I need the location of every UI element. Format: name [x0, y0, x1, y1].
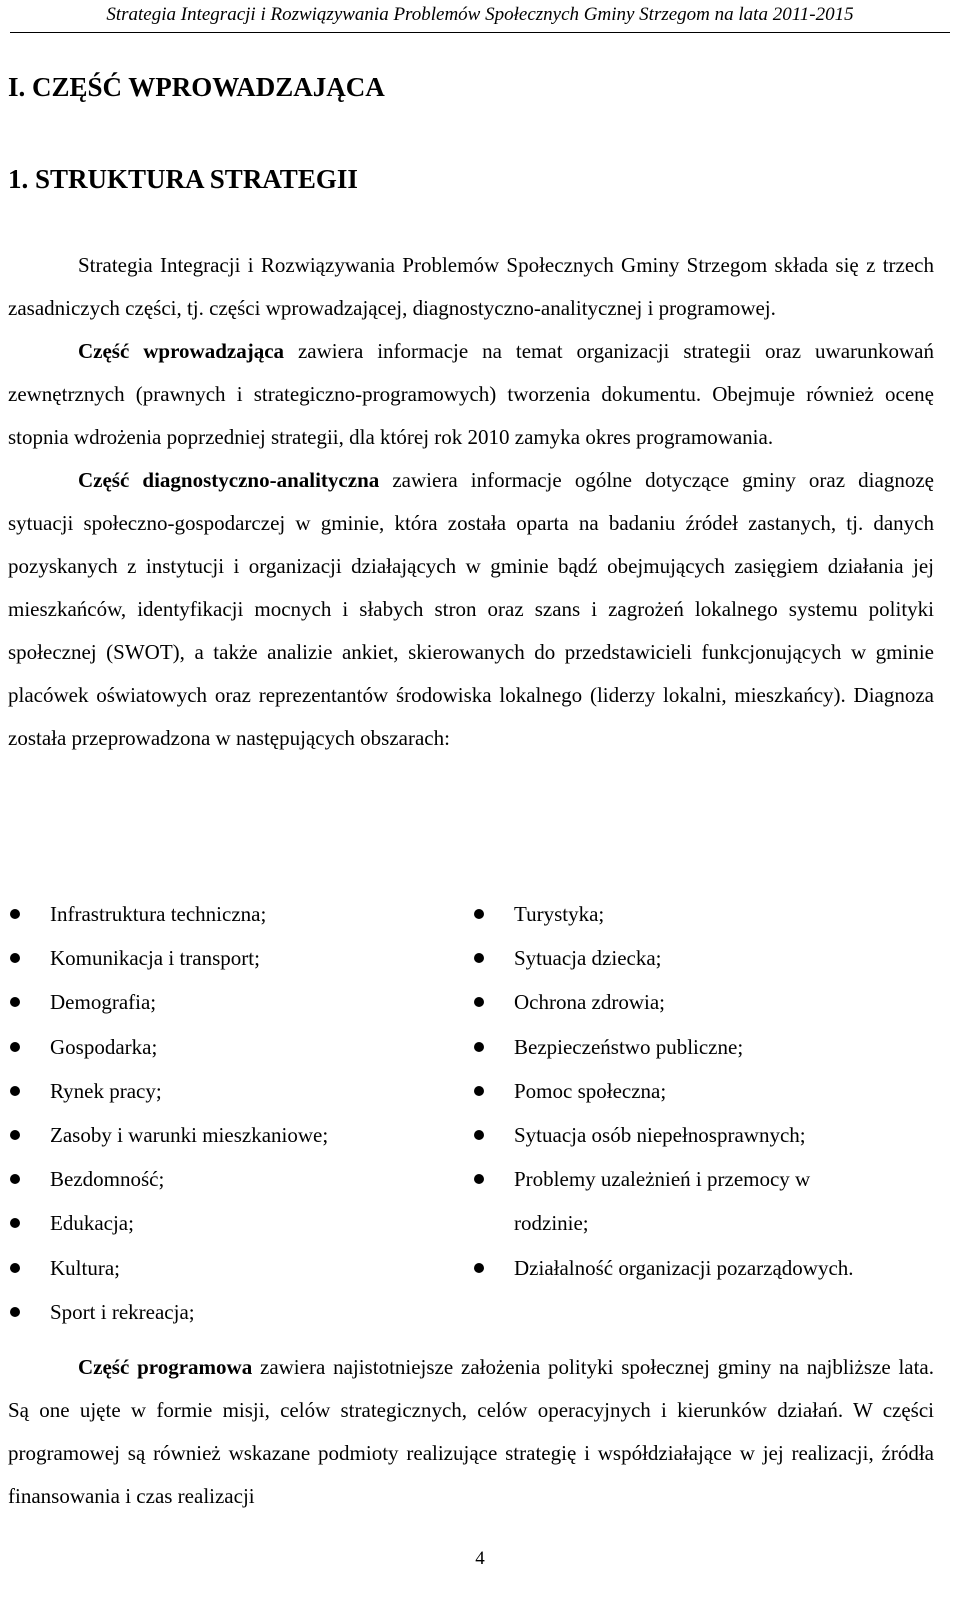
bullet-icon — [10, 997, 20, 1007]
paragraph-diagnostic-part-text: zawiera informacje ogólne dotyczące gminy oraz diagnozę sytuacji społeczno-gospodarczej w gminie, która została oparta na badaniu źródeł zastanych, tj. danych pozyskanych z instytucji i organizacji działających w gminie bądź obejmujących zasięgiem działania jej mieszkańców, identyfikacji mocnych i słabych stron oraz szans i zagrożeń lokalnego systemu polityki społecznej (SWOT), a także analizie ankiet, skierowanych do przedstawicieli funkcjonujących w gminie placówek oświatowych oraz reprezentantów środowiska lokalnego (liderzy lokalni, mieszkańcy). Diagnoza została przeprowadzona w następujących obszarach: — [8, 468, 934, 750]
list-item: Sytuacja osób niepełnosprawnych; — [472, 1113, 942, 1157]
list-item: Gospodarka; — [8, 1025, 428, 1069]
bullet-icon — [10, 1174, 20, 1184]
bullet-icon — [474, 1086, 484, 1096]
bullet-icon — [474, 909, 484, 919]
bullet-icon — [474, 1042, 484, 1052]
body-upper — [8, 244, 934, 760]
list-item: Zasoby i warunki mieszkaniowe; — [8, 1113, 428, 1157]
bullet-icon — [474, 953, 484, 963]
list-item: Turystyka; — [472, 892, 942, 936]
list-item: Działalność organizacji pozarządowych. — [472, 1246, 942, 1290]
part-heading: I. CZĘŚĆ WPROWADZAJĄCA — [8, 72, 385, 102]
list-item: Demografia; — [8, 980, 428, 1024]
bullet-icon — [10, 1086, 20, 1096]
paragraph-diagnostic-part — [8, 459, 934, 760]
paragraph-intro-part-bold: Część wprowadzająca — [78, 339, 285, 363]
list-item: Problemy uzależnień i przemocy w rodzinie; — [472, 1157, 854, 1245]
list-item: Kultura; — [8, 1246, 428, 1290]
list-item: Rynek pracy; — [8, 1069, 428, 1113]
bullet-icon — [10, 1218, 20, 1228]
paragraph-diagnostic-part-bold: Część diagnostyczno-analityczna — [78, 468, 380, 492]
bullet-icon — [474, 1263, 484, 1273]
list-item: Sport i rekreacja; — [8, 1290, 428, 1334]
list-item: Sytuacja dziecka; — [472, 936, 942, 980]
list-item: Komunikacja i transport; — [8, 936, 428, 980]
paragraph-intro-part — [8, 330, 934, 459]
section-heading: 1. STRUKTURA STRATEGII — [8, 164, 358, 194]
list-item: Edukacja; — [8, 1201, 428, 1245]
list-item: Pomoc społeczna; — [472, 1069, 942, 1113]
paragraph-program-part-bold: Część programowa — [78, 1355, 253, 1379]
paragraph-intro: Strategia Integracji i Rozwiązywania Problemów Społecznych Gminy Strzegom składa się z trzech zasadniczych części, tj. części wprowadzającej, diagnostyczno-analitycznej i programowej. — [8, 253, 934, 320]
areas-list-left — [8, 892, 428, 1334]
bullet-icon — [474, 1174, 484, 1184]
list-item: Ochrona zdrowia; — [472, 980, 942, 1024]
bullet-icon — [10, 1307, 20, 1317]
areas-list-right — [472, 892, 942, 1290]
header-divider — [10, 32, 950, 33]
page-number: 4 — [475, 1548, 485, 1569]
list-item: Infrastruktura techniczna; — [8, 892, 428, 936]
bullet-icon — [474, 1130, 484, 1140]
bullet-icon — [10, 953, 20, 963]
running-header: Strategia Integracji i Rozwiązywania Problemów Społecznych Gminy Strzegom na lata 2011-2015 — [106, 4, 854, 25]
list-item: Bezpieczeństwo publiczne; — [472, 1025, 942, 1069]
bullet-icon — [474, 997, 484, 1007]
paragraph-intro-part-text: zawiera informacje na temat organizacji strategii oraz uwarunkowań zewnętrznych (prawnych i strategiczno-programowych) tworzenia dokumentu. Obejmuje również ocenę stopnia wdrożenia poprzedniej strategii, dla której rok 2010 zamyka okres programowania. — [8, 339, 934, 449]
bullet-icon — [10, 909, 20, 919]
bullet-icon — [10, 1263, 20, 1273]
bullet-icon — [10, 1042, 20, 1052]
paragraph-program-part-text: zawiera najistotniejsze założenia polityki społecznej gminy na najbliższe lata. Są one ujęte w formie misji, celów strategicznych, celów operacyjnych i kierunków działań. W części programowej są również wskazane podmioty realizujące strategię i współdziałające w jej realizacji, źródła finansowania i czas realizacji — [8, 1355, 935, 1508]
list-item: Bezdomność; — [8, 1157, 428, 1201]
paragraph-program-part — [8, 1346, 934, 1518]
bullet-icon — [10, 1130, 20, 1140]
body-lower — [8, 1346, 934, 1518]
